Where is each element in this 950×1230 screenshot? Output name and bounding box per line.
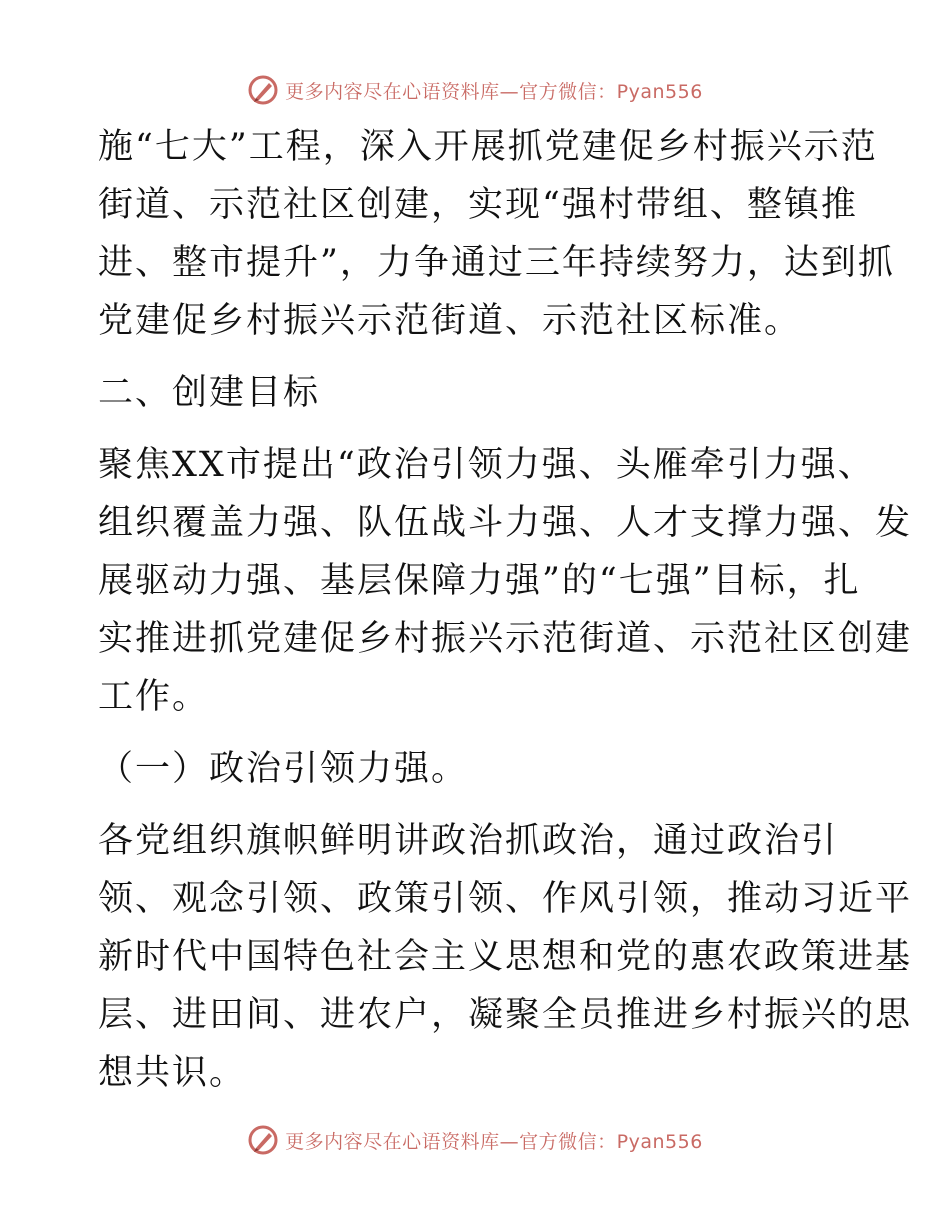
heading-line: （一）政治引领力强。 [98,749,469,789]
text-line: 施“七大”工程，深入开展抓党建促乡村振兴示范 [98,127,878,167]
paragraph-goals [98,436,913,726]
text-line: 进、整市提升”，力争通过三年持续努力，达到抓 [98,243,895,283]
text-line: 展驱动力强、基层保障力强”的“七强”目标，扎 [98,561,861,601]
pen-logo-icon [247,1124,279,1156]
text-line: 聚焦XX市提出“政治引领力强、头雁牵引力强、 [98,445,875,485]
section-heading [98,364,858,422]
text-line: 新时代中国特色社会主义思想和党的惠农政策进基 [98,937,913,977]
paragraph-political [98,812,913,1102]
subsection-heading [98,740,858,798]
document-body [98,118,913,1102]
text-line: 想共识。 [98,1053,247,1093]
text-line: 各党组织旗帜鲜明讲政治抓政治，通过政治引 [98,821,839,861]
text-line: 组织覆盖力强、队伍战斗力强、人才支撑力强、发 [98,503,913,543]
text-line: 实推进抓党建促乡村振兴示范街道、示范社区创建 [98,619,913,659]
paragraph-intro [98,118,895,350]
text-line: 街道、示范社区创建，实现“强村带组、整镇推 [98,185,858,225]
watermark-top [0,70,950,110]
text-line: 工作。 [98,677,210,717]
pen-logo-icon [247,74,279,106]
text-line: 层、进田间、进农户，凝聚全员推进乡村振兴的思 [98,995,913,1035]
text-line: 领、观念引领、政策引领、作风引领，推动习近平 [98,879,913,919]
text-line: 党建促乡村振兴示范街道、示范社区标准。 [98,301,802,341]
watermark-text: 更多内容尽在心语资料库—官方微信：Pyan556 [285,80,703,103]
watermark-text: 更多内容尽在心语资料库—官方微信：Pyan556 [285,1130,703,1153]
heading-line: 二、创建目标 [98,373,321,413]
watermark-bottom [0,1120,950,1160]
